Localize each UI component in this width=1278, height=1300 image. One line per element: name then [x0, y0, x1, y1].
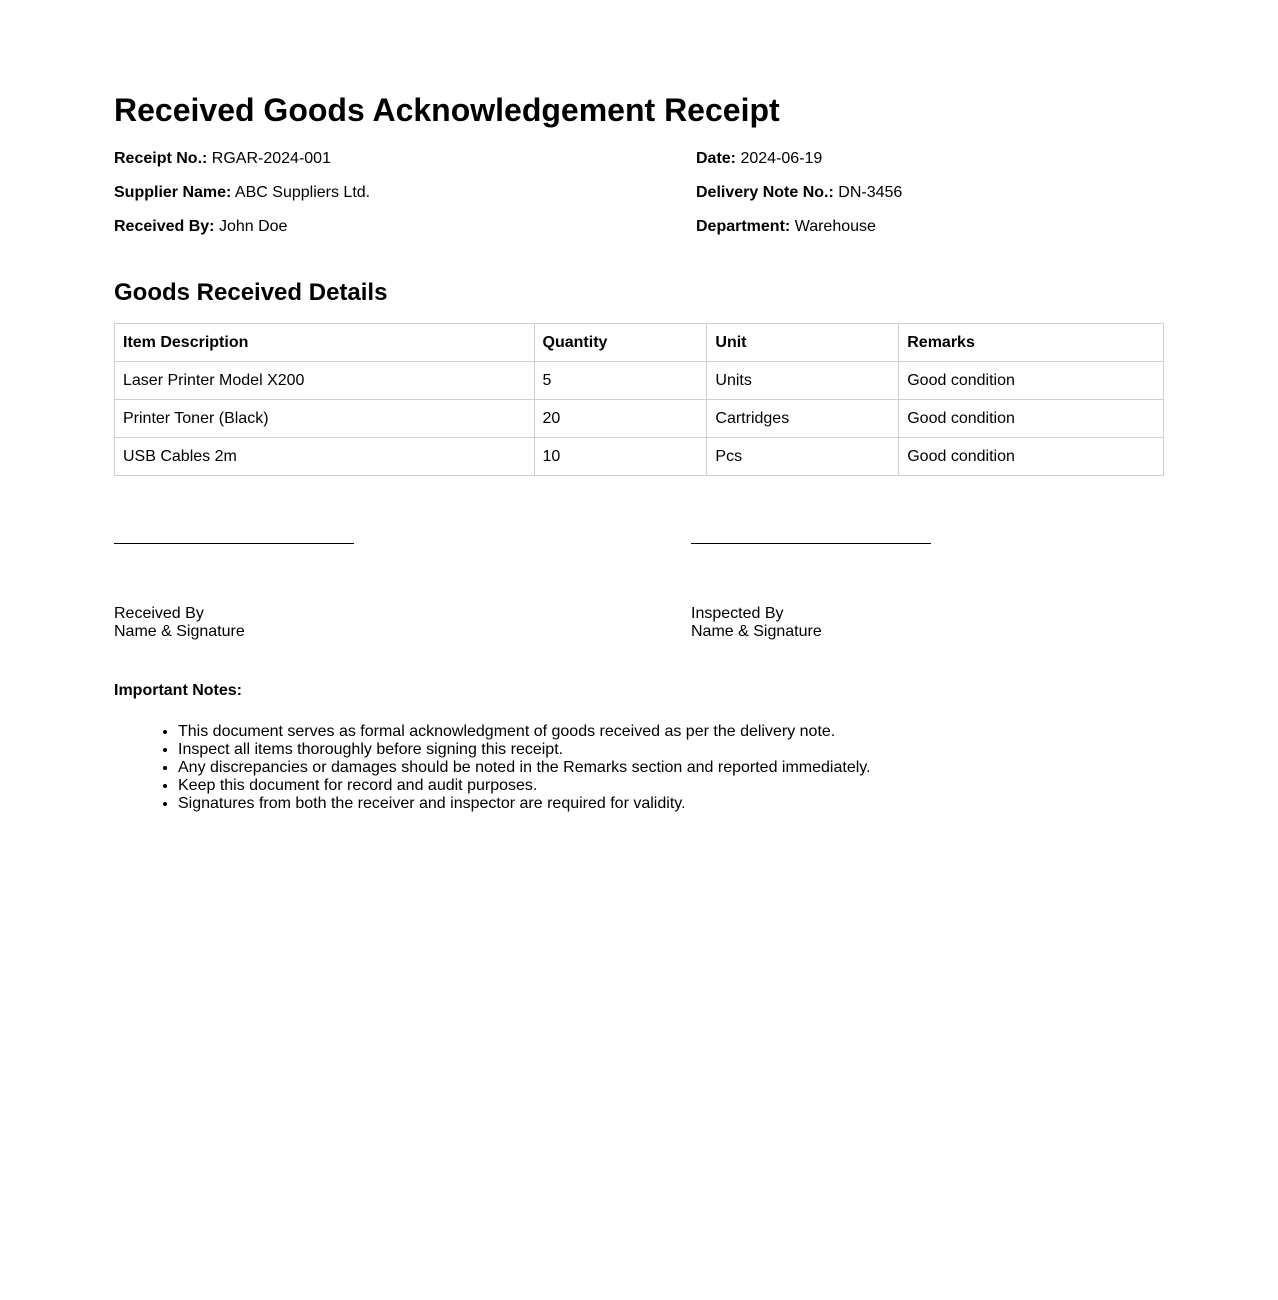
signature-caption: Name & Signature — [691, 623, 822, 640]
quantity-cell: 5 — [534, 362, 707, 400]
remarks-cell: Good condition — [899, 438, 1164, 476]
column-header-quantity: Quantity — [534, 324, 707, 362]
receipt-document — [114, 88, 1164, 812]
received-by-value: John Doe — [218, 218, 288, 235]
item-description-cell: Printer Toner (Black) — [115, 400, 535, 438]
remarks-cell: Good condition — [899, 362, 1164, 400]
list-item: • Any discrepancies or damages should be noted in the Remarks section and reported immediately. — [178, 759, 1158, 777]
department-value: Warehouse — [794, 218, 876, 235]
date-field — [696, 149, 822, 169]
column-header-unit: Unit — [707, 324, 899, 362]
signature-caption: Name & Signature — [114, 623, 245, 640]
date-label: Date: — [696, 150, 737, 167]
item-description-cell: USB Cables 2m — [115, 438, 535, 476]
column-header-item-description: Item Description — [115, 324, 535, 362]
unit-cell: Pcs — [707, 438, 899, 476]
list-item: • Keep this document for record and audit purposes. — [178, 777, 1158, 795]
supplier-name-field — [114, 183, 370, 203]
delivery-note-label: Delivery Note No.: — [696, 184, 834, 201]
receipt-info — [114, 149, 1164, 251]
department-label: Department: — [696, 218, 791, 235]
supplier-name-value: ABC Suppliers Ltd. — [234, 184, 371, 201]
remarks-cell: Good condition — [899, 400, 1164, 438]
column-header-remarks: Remarks — [899, 324, 1164, 362]
info-row-3 — [114, 217, 1164, 237]
department-field — [696, 217, 876, 237]
table-row — [115, 438, 1164, 476]
receipt-no-field — [114, 149, 331, 169]
supplier-name-label: Supplier Name: — [114, 184, 232, 201]
signature-role: Inspected By — [691, 605, 784, 622]
list-item: • Inspect all items thoroughly before signing this receipt. — [178, 741, 1158, 759]
item-description-cell: Laser Printer Model X200 — [115, 362, 535, 400]
document-title: Received Goods Acknowledgement Receipt — [114, 92, 780, 128]
inspected-by-signature — [691, 543, 991, 641]
signature-line — [114, 543, 354, 544]
delivery-note-value: DN-3456 — [838, 184, 903, 201]
table-row — [115, 362, 1164, 400]
table-row — [115, 400, 1164, 438]
info-row-1 — [114, 149, 1164, 169]
receipt-no-label: Receipt No.: — [114, 150, 208, 167]
goods-table — [114, 323, 1164, 476]
signature-line — [691, 543, 931, 544]
unit-cell: Cartridges — [707, 400, 899, 438]
receipt-no-value: RGAR-2024-001 — [211, 150, 331, 167]
unit-cell: Units — [707, 362, 899, 400]
date-value: 2024-06-19 — [740, 150, 823, 167]
quantity-cell: 20 — [534, 400, 707, 438]
notes-title: Important Notes: — [114, 682, 242, 699]
notes-list — [114, 723, 1158, 813]
info-row-2 — [114, 183, 1164, 203]
signature-role: Received By — [114, 605, 204, 622]
goods-details-heading: Goods Received Details — [114, 279, 388, 306]
received-by-label: Received By: — [114, 218, 215, 235]
quantity-cell: 10 — [534, 438, 707, 476]
received-by-signature — [114, 543, 414, 641]
received-by-field — [114, 217, 287, 237]
list-item: • Signatures from both the receiver and inspector are required for validity. — [178, 795, 1158, 813]
table-header-row — [115, 324, 1164, 362]
list-item: • This document serves as formal acknowledgment of goods received as per the delivery note. — [178, 723, 1158, 741]
delivery-note-field — [696, 183, 902, 203]
